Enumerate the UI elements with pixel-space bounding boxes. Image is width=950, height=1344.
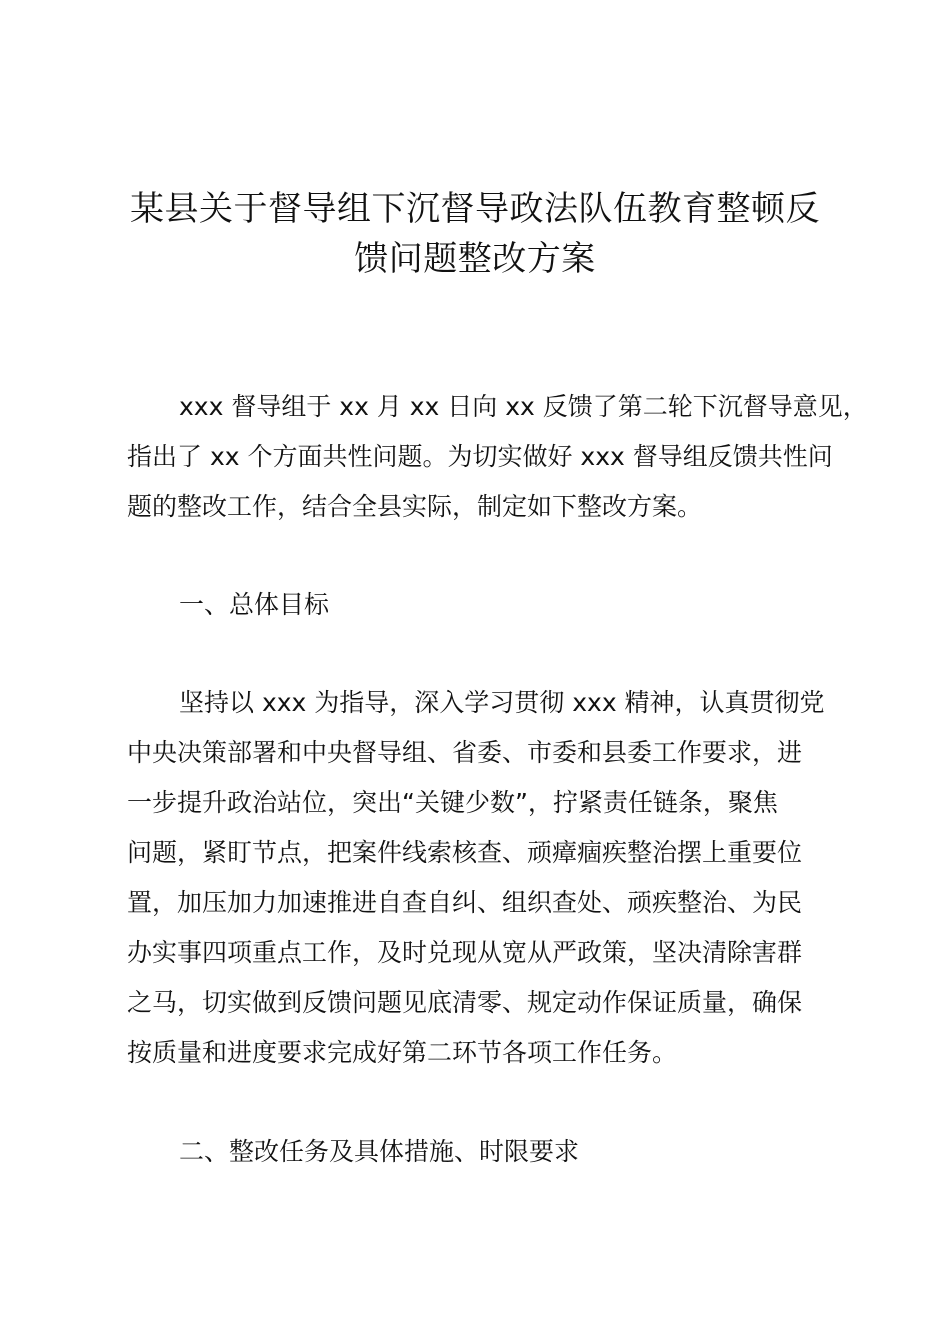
- paragraph-line: 中央决策部署和中央督导组、省委、市委和县委工作要求，进: [127, 738, 803, 767]
- paragraph-line: 问题，紧盯节点，把案件线索核查、顽瘴痼疾整治摆上重要位: [127, 838, 803, 867]
- paragraph-line: 指出了 xx 个方面共性问题。为切实做好 xxx 督导组反馈共性问: [127, 442, 833, 471]
- section-heading-rectification-tasks: [127, 1127, 833, 1177]
- title-line: 馈问题整改方案: [354, 239, 596, 279]
- heading-text: 一、总体目标: [179, 590, 330, 619]
- paragraph-line: 题的整改工作，结合全县实际，制定如下整改方案。: [127, 492, 703, 521]
- heading-text: 二、整改任务及具体措施、时限要求: [179, 1137, 580, 1166]
- paragraph-line: 一步提升政治站位，突出“关键少数”，拧紧责任链条，聚焦: [127, 788, 778, 817]
- paragraph-line: 置，加压加力加速推进自查自纠、组织查处、顽疾整治、为民: [127, 888, 803, 917]
- paragraph-line: 坚持以 xxx 为指导，深入学习贯彻 xxx 精神，认真贯彻党: [179, 688, 825, 717]
- paragraph-line: 之马，切实做到反馈问题见底清零、规定动作保证质量，确保: [127, 988, 803, 1017]
- overall-goal-paragraph: [127, 678, 833, 1078]
- document-title: [120, 184, 830, 284]
- title-line: 某县关于督导组下沉督导政法队伍教育整顿反: [130, 189, 820, 229]
- paragraph-line: 办实事四项重点工作，及时兑现从宽从严政策，坚决清除害群: [127, 938, 803, 967]
- paragraph-line: 按质量和进度要求完成好第二环节各项工作任务。: [127, 1038, 678, 1067]
- paragraph-line: xxx 督导组于 xx 月 xx 日向 xx 反馈了第二轮下沉督导意见，: [179, 392, 868, 421]
- section-heading-overall-goal: [127, 580, 833, 630]
- intro-paragraph: [127, 382, 868, 532]
